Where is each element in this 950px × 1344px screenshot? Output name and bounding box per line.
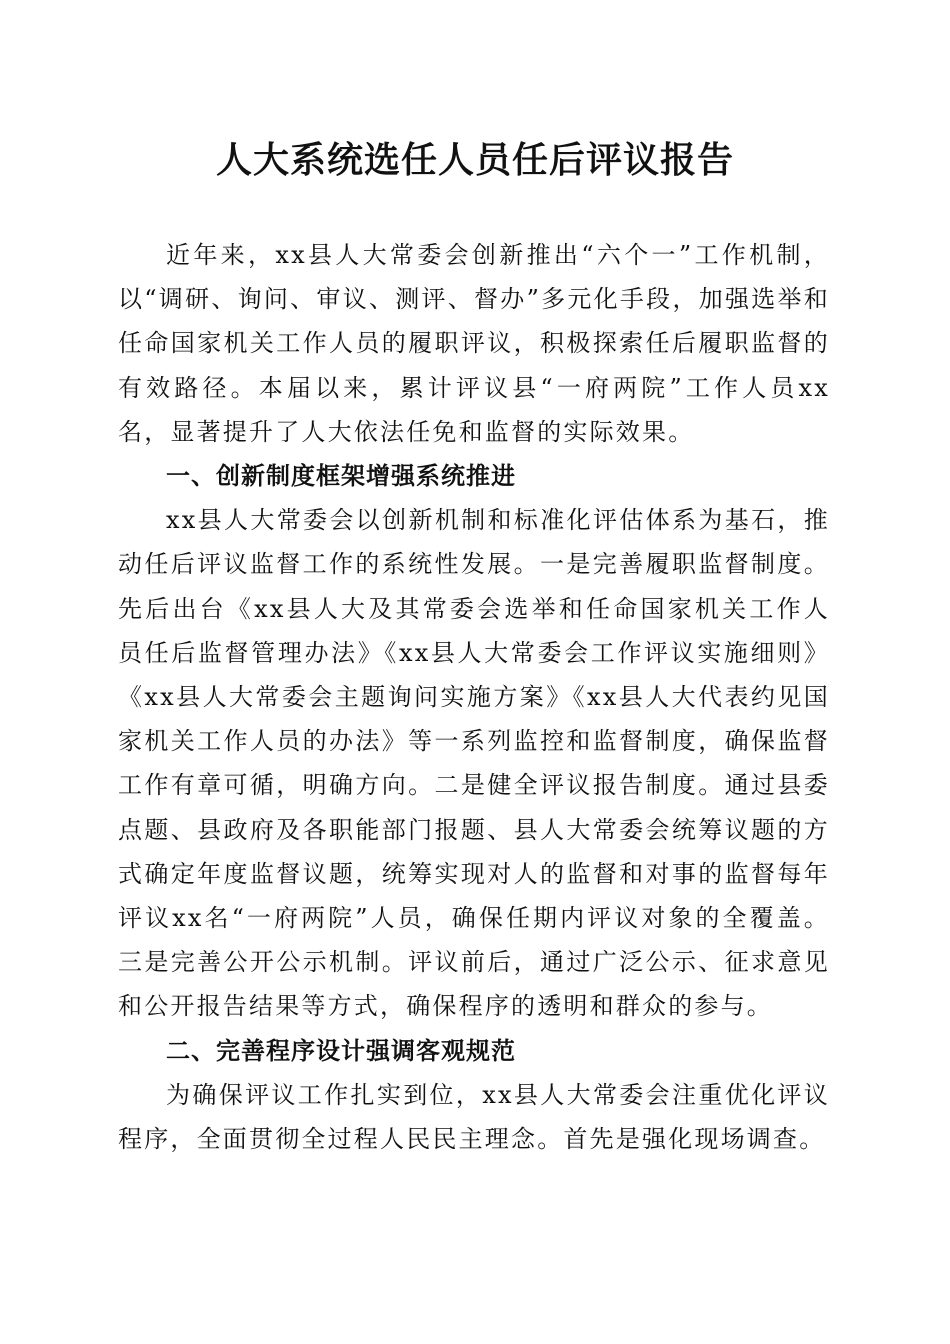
document-body: [118, 233, 830, 1161]
intro-paragraph: 近年来，xx县人大常委会创新推出“六个一”工作机制，以“调研、询问、审议、测评、督办”多元化手段，加强选举和任命国家机关工作人员的履职评议，积极探索任后履职监督的有效路径。本届以来，累计评议县“一府两院”工作人员xx名，显著提升了人大依法任免和监督的实际效果。: [118, 241, 830, 446]
section-2-heading: 二、完善程序设计强调客观规范: [166, 1036, 516, 1065]
section-1-heading: 一、创新制度框架增强系统推进: [166, 462, 516, 491]
document-title: 人大系统选任人员任后评议报告: [215, 139, 734, 181]
section-2-paragraph: 为确保评议工作扎实到位，xx县人大常委会注重优化评议程序，全面贯彻全过程人民民主理念。首先是强化现场调查。: [118, 1080, 830, 1154]
section-1-paragraph: xx县人大常委会以创新机制和标准化评估体系为基石，推动任后评议监督工作的系统性发展。一是完善履职监督制度。先后出台《xx县人大及其常委会选举和任命国家机关工作人员任后监督管理办法》《xx县人大常委会工作评议实施细则》《xx县人大常委会主题询问实施方案》《xx县人大代表约见国家机关工作人员的办法》等一系列监控和监督制度，确保监督工作有章可循，明确方向。二是健全评议报告制度。通过县委点题、县政府及各职能部门报题、县人大常委会统筹议题的方式确定年度监督议题，统筹实现对人的监督和对事的监督每年评议xx名“一府两院”人员，确保任期内评议对象的全覆盖。三是完善公开公示机制。评议前后，通过广泛公示、征求意见和公开报告结果等方式，确保程序的透明和群众的参与。: [118, 506, 830, 1021]
